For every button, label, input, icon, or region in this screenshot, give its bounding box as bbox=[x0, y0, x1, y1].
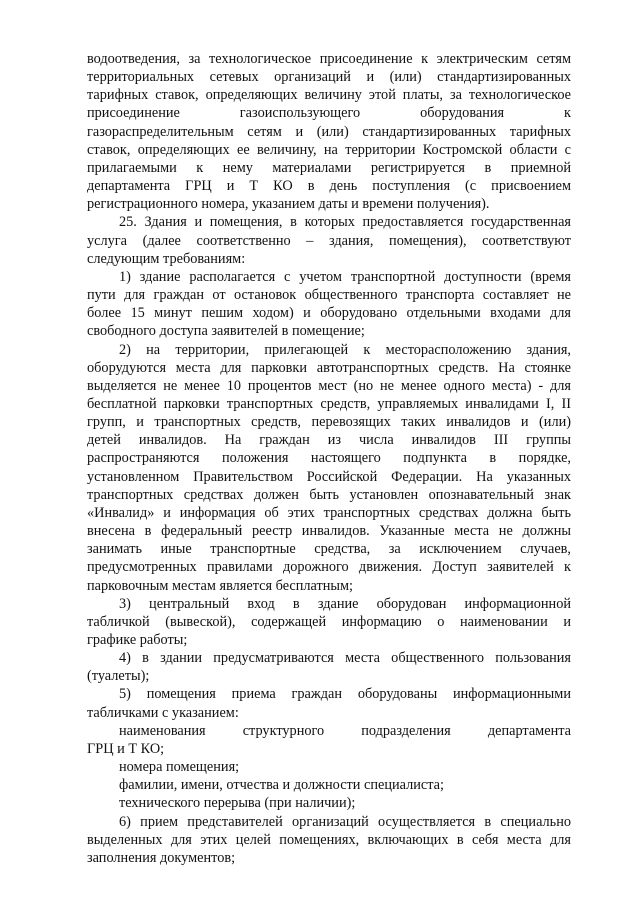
text-line: следующим требованиям: bbox=[87, 250, 246, 267]
text-line: водоотведения, за технологическое присоединение к электрическим сетям bbox=[87, 51, 571, 67]
document-page bbox=[87, 50, 571, 867]
text-line: присоединение газоиспользующего оборудования к bbox=[87, 105, 571, 122]
text-line: выделяется не менее 10 процентов мест (но не менее одного места) - для bbox=[87, 377, 571, 394]
text-line: табличкой (вывеской), содержащей информацию о наименовании и bbox=[87, 613, 571, 630]
text-line: ставок, определяющих ее величину, на территории Костромской области с bbox=[87, 141, 571, 158]
text-line: регистрационного номера, указанием даты и времени получения). bbox=[87, 196, 490, 213]
sign-item-line: номера помещения; bbox=[119, 759, 240, 776]
text-line: детей инвалидов. На граждан из числа инвалидов III группы bbox=[87, 432, 571, 449]
text-line: территориальных сетевых организаций и (или) стандартизированных bbox=[87, 69, 571, 86]
text-line: тарифных ставок, определяющих величину этой платы, за технологическое bbox=[87, 87, 571, 104]
text-line: выделенных для этих целей помещениях, включающих в себя места для bbox=[87, 831, 571, 848]
item-5-line: 5) помещения приема граждан оборудованы информационными bbox=[119, 686, 571, 703]
text-line: табличками с указанием: bbox=[87, 704, 239, 721]
text-line: департамента ГРЦ и Т КО в день поступления (с присвоением bbox=[87, 178, 571, 195]
text-line: прилагаемыми к нему материалами регистрируется в приемной bbox=[87, 159, 571, 176]
text-line: свободного доступа заявителей в помещение; bbox=[87, 323, 365, 340]
text-line: бесплатной парковки транспортных средств, управляемых инвалидами I, II bbox=[87, 395, 571, 412]
item-3-line: 3) центральный вход в здание оборудован информационной bbox=[119, 595, 571, 612]
text-line: парковочным местам является бесплатным; bbox=[87, 577, 354, 594]
item-2-line: 2) на территории, прилегающей к месторасположению здания, bbox=[119, 341, 571, 358]
text-line: (туалеты); bbox=[87, 668, 150, 685]
text-line: «Инвалид» и информация об этих транспортных средствах должна быть bbox=[87, 504, 571, 521]
text-line: ГРЦ и Т КО; bbox=[87, 740, 165, 757]
item-6-line: 6) прием представителей организаций осуществляется в специально bbox=[119, 813, 571, 830]
sign-item-line: фамилии, имени, отчества и должности специалиста; bbox=[119, 777, 444, 794]
text-line: газораспределительным сетям и (или) стандартизированных тарифных bbox=[87, 123, 571, 140]
item-4-line: 4) в здании предусматриваются места общественного пользования bbox=[119, 650, 571, 667]
text-line: предусмотренных правилами дорожного движения. Доступ заявителей к bbox=[87, 559, 571, 576]
text-line: распространяются положения настоящего подпункта в порядке, bbox=[87, 450, 571, 467]
sign-item-line: наименования структурного подразделения департамента bbox=[119, 722, 571, 739]
text-line: графике работы; bbox=[87, 632, 188, 648]
paragraph-25-line: 25. Здания и помещения, в которых предоставляется государственная bbox=[119, 214, 571, 231]
text-line: заполнения документов; bbox=[87, 849, 236, 866]
sign-item-line: технического перерыва (при наличии); bbox=[119, 795, 356, 812]
item-1-line: 1) здание располагается с учетом транспортной доступности (время bbox=[119, 268, 571, 285]
text-line: занимать иные транспортные средства, за исключением случаев, bbox=[87, 541, 571, 558]
text-line: услуга (далее соответственно – здания, помещения), соответствуют bbox=[87, 232, 571, 249]
text-line: более 15 минут пешим ходом) и оборудовано отдельными входами для bbox=[87, 305, 571, 322]
text-line: транспортных средствах должен быть установлен опознавательный знак bbox=[87, 486, 571, 503]
text-line: внесена в федеральный реестр инвалидов. Указанные места не должны bbox=[87, 523, 571, 540]
text-line: оборудуются места для парковки автотранспортных средств. На стоянке bbox=[87, 359, 571, 376]
text-line: установленном Правительством Российской Федерации. На указанных bbox=[87, 468, 571, 485]
text-line: групп, и транспортных средств, перевозящих таких инвалидов и (или) bbox=[87, 414, 571, 431]
text-line: пути для граждан от остановок общественного транспорта составляет не bbox=[87, 287, 571, 304]
